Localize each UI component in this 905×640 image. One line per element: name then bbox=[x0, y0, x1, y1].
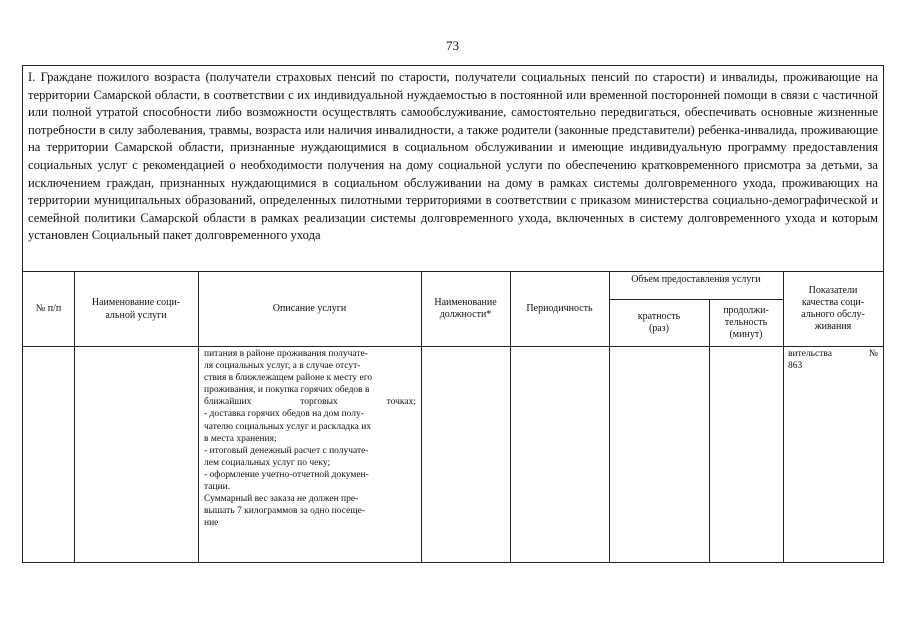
quality-number: 863 bbox=[788, 361, 803, 372]
header-bottom-rule bbox=[23, 346, 883, 347]
header-volume: Объем предоставления услуги bbox=[631, 274, 761, 285]
quality-word: вительства bbox=[788, 349, 832, 359]
quality-symbol: № bbox=[868, 349, 878, 359]
quality-indicators bbox=[788, 348, 878, 372]
section-header: I. Граждане пожилого возраста (получатели страховых пенсий по старости, получатели социальных пенсий по старости) и инвалиды, проживающие на территории Самарской области, в соответствии с их индивидуальной нуждаемостью в постоянной или временной посторонней помощи в связи с частичной или полной утратой способности либо возможности осуществлять самообслуживание, самостоятельно передвигаться, обеспечивать основные жизненные потребности в силу заболевания, травмы, возраста или наличия инвалидности, а также родители (законные представители) ребенка-инвалида, проживающие на территории Самарской области, признанные нуждающимися в социальном обслуживании и имеющие индивидуальную программу предоставления социальных услуг с рекомендацией о необходимости получения на дому социальной услуги по обеспечению кратковременного присмотра за детьми, за исключением граждан, признанных нуждающимися в социальном обслуживании на дому в рамках системы долговременного ухода, проживающих на территории муниципальных образований, определенных пилотными территориями в соответствии с приказом министерства социально-демографической и семейной политики Самарской области в рамках реализации системы долговременного ухода, включенных в систему долговременного ухода и которым установлен Социальный пакет долговременного ухода bbox=[23, 66, 883, 272]
header-periodicity: Периодичность bbox=[526, 303, 593, 314]
page-number: 73 bbox=[446, 38, 459, 53]
header-number: № п/п bbox=[35, 303, 62, 314]
header-quality: Показатели качества соци- ального обслу- живания bbox=[801, 285, 865, 332]
header-duration: продолжи- тельность (минут) bbox=[723, 304, 769, 340]
header-multiplicity: кратность (раз) bbox=[637, 310, 681, 334]
header-position: Наименование должности* bbox=[434, 297, 497, 320]
header-description: Описание услуги bbox=[272, 303, 347, 314]
content-table bbox=[22, 65, 884, 563]
header-service-name: Наименование соци- альной услуги bbox=[91, 297, 181, 321]
service-description: питания в районе проживания получате- ля социальных услуг, а в случае отсут- ствия в ближлежащем районе к месту его проживания, и покупка горячих обедов в ближайших торговых точках; - доставка горячих обедов на дом полу- чателю социальных услуг и раскладка их в места хранения; - итоговый денежный расчет с получате- лем социальных услуг по чеку; - оформление учетно-отчетной докумен- тации. Суммарный вес заказа не должен пре- вышать 7 килограммов за одно посеще- ние bbox=[204, 349, 416, 529]
